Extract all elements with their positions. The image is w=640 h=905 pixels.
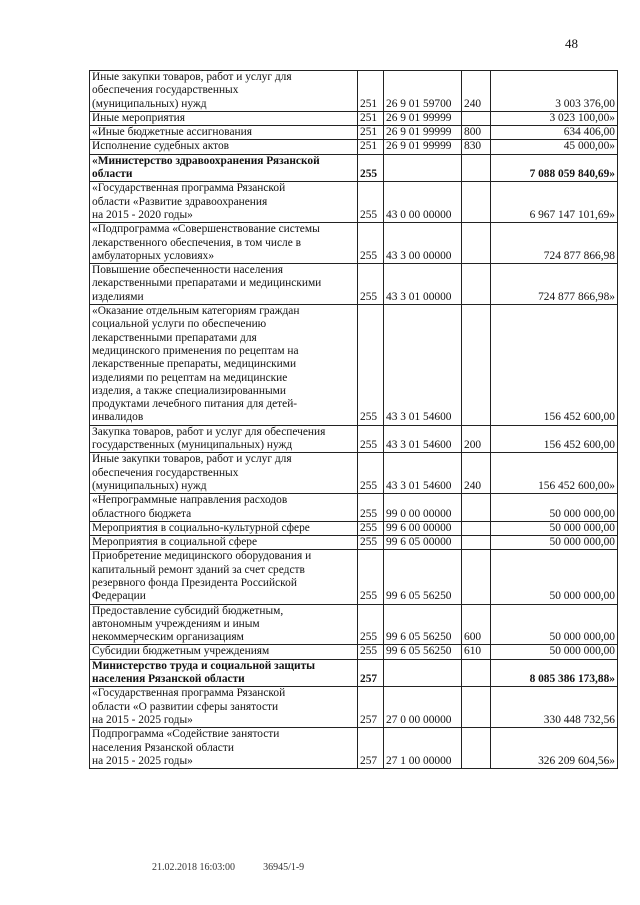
cell-code: 255	[358, 305, 384, 426]
cell-section: 43 3 01 54600	[384, 305, 462, 426]
cell-name-line: медицинского применения по рецептам на	[92, 344, 299, 357]
cell-name	[90, 728, 358, 769]
cell-section: 99 6 05 00000	[384, 536, 462, 550]
cell-name	[90, 140, 358, 154]
cell-name-line: Иные мероприятия	[92, 111, 185, 124]
cell-amount: 634 406,00	[491, 126, 618, 140]
cell-type	[462, 536, 491, 550]
cell-name-line: на 2015 - 2025 годы»	[92, 754, 193, 767]
cell-type	[462, 264, 491, 305]
cell-section: 99 6 05 56250	[384, 604, 462, 645]
cell-amount: 8 085 386 173,88»	[491, 659, 618, 687]
cell-name	[90, 111, 358, 125]
cell-name-line: изделиями по рецептам на медицинские	[92, 371, 288, 384]
cell-name-line: Иные закупки товаров, работ и услуг для	[92, 453, 292, 466]
cell-name-line: социальной услуги по обеспечению	[92, 318, 267, 331]
table-row	[90, 687, 618, 728]
cell-code: 251	[358, 111, 384, 125]
cell-section: 43 0 00 00000	[384, 182, 462, 223]
cell-type	[462, 659, 491, 687]
footer-timestamp: 21.02.2018 16:03:00	[152, 862, 236, 873]
cell-name-line: Мероприятия в социальной сфере	[92, 536, 258, 549]
table-row	[90, 550, 618, 604]
cell-type: 600	[462, 604, 491, 645]
cell-type	[462, 494, 491, 522]
cell-amount: 724 877 866,98	[491, 223, 618, 264]
cell-section: 26 9 01 99999	[384, 140, 462, 154]
cell-name-line: Предоставление субсидий бюджетным,	[92, 604, 284, 617]
cell-name-line: «Оказание отдельным категориям граждан	[92, 305, 300, 318]
cell-name-line: «Подпрограмма «Совершенствование системы	[92, 223, 320, 236]
cell-name-line: (муниципальных) нужд	[92, 97, 207, 110]
cell-name-line: «Министерство здравоохранения Рязанской	[92, 154, 320, 167]
table-row	[90, 604, 618, 645]
cell-code: 255	[358, 645, 384, 659]
cell-amount: 156 452 600,00	[491, 425, 618, 453]
cell-name-line: «Государственная программа Рязанской	[92, 687, 286, 700]
cell-name	[90, 687, 358, 728]
cell-name-line: продуктами лечебного питания для детей-	[92, 398, 298, 411]
cell-name-line: областного бюджета	[92, 507, 192, 520]
table-row	[90, 223, 618, 264]
table-row	[90, 536, 618, 550]
cell-code: 255	[358, 182, 384, 223]
budget-table	[89, 70, 618, 769]
cell-name-line: некоммерческим организациям	[92, 631, 244, 644]
cell-name-line: «Государственная программа Рязанской	[92, 182, 286, 195]
footer-doc-code: 36945/1-9	[263, 862, 305, 873]
cell-code: 255	[358, 494, 384, 522]
cell-amount: 50 000 000,00	[491, 550, 618, 604]
cell-section: 43 3 00 00000	[384, 223, 462, 264]
cell-name	[90, 425, 358, 453]
cell-name-line: Закупка товаров, работ и услуг для обеспечения	[92, 425, 326, 438]
cell-code: 255	[358, 264, 384, 305]
cell-type	[462, 550, 491, 604]
cell-section: 27 0 00 00000	[384, 687, 462, 728]
cell-amount: 156 452 600,00	[491, 305, 618, 426]
cell-section: 26 9 01 99999	[384, 111, 462, 125]
table-row	[90, 728, 618, 769]
cell-name	[90, 550, 358, 604]
cell-name	[90, 71, 358, 112]
cell-name	[90, 521, 358, 535]
cell-name	[90, 223, 358, 264]
cell-code: 257	[358, 687, 384, 728]
cell-name	[90, 305, 358, 426]
cell-name-line: изделиями	[92, 290, 144, 303]
cell-name	[90, 536, 358, 550]
cell-type	[462, 223, 491, 264]
footer	[152, 862, 304, 873]
cell-amount: 3 023 100,00»	[491, 111, 618, 125]
cell-name	[90, 126, 358, 140]
cell-type: 240	[462, 71, 491, 112]
table-row	[90, 111, 618, 125]
cell-name-line: капитальный ремонт зданий за счет средств	[92, 563, 305, 576]
cell-name-line: Повышение обеспеченности населения	[92, 264, 283, 277]
cell-code: 255	[358, 425, 384, 453]
cell-name-line: Приобретение медицинского оборудования и	[92, 550, 312, 563]
cell-section: 99 6 05 56250	[384, 550, 462, 604]
cell-type	[462, 687, 491, 728]
cell-name-line: инвалидов	[92, 411, 144, 424]
cell-section: 26 9 01 99999	[384, 126, 462, 140]
cell-code: 255	[358, 521, 384, 535]
cell-amount: 50 000 000,00	[491, 521, 618, 535]
cell-name-line: резервного фонда Президента Российской	[92, 576, 297, 589]
cell-code: 255	[358, 550, 384, 604]
cell-type	[462, 521, 491, 535]
cell-section: 99 0 00 00000	[384, 494, 462, 522]
budget-table-body	[90, 71, 618, 769]
cell-code: 255	[358, 536, 384, 550]
table-row	[90, 140, 618, 154]
cell-amount: 156 452 600,00»	[491, 453, 618, 494]
cell-name-line: области	[92, 168, 133, 181]
cell-amount: 6 967 147 101,69»	[491, 182, 618, 223]
cell-name-line: «Иные бюджетные ассигнования	[92, 126, 252, 139]
cell-name	[90, 659, 358, 687]
table-row	[90, 154, 618, 182]
table-row	[90, 521, 618, 535]
table-row	[90, 264, 618, 305]
cell-name-line: обеспечения государственных	[92, 84, 239, 97]
table-row	[90, 659, 618, 687]
cell-name-line: «Непрограммные направления расходов	[92, 494, 288, 507]
cell-name-line: Подпрограмма «Содействие занятости	[92, 728, 280, 741]
cell-name	[90, 494, 358, 522]
table-row	[90, 453, 618, 494]
cell-name-line: лекарственными препаратами и медицинскими	[92, 277, 322, 290]
table-row	[90, 305, 618, 426]
cell-code: 255	[358, 154, 384, 182]
cell-amount: 50 000 000,00	[491, 604, 618, 645]
cell-name	[90, 645, 358, 659]
cell-name-line: изделия, а также специализированными	[92, 384, 286, 397]
table-row	[90, 494, 618, 522]
cell-type	[462, 182, 491, 223]
cell-name-line: области «О развитии сферы занятости	[92, 700, 279, 713]
cell-name	[90, 264, 358, 305]
cell-type	[462, 305, 491, 426]
cell-section: 43 3 01 00000	[384, 264, 462, 305]
cell-name-line: Субсидии бюджетным учреждениям	[92, 645, 270, 658]
cell-section: 26 9 01 59700	[384, 71, 462, 112]
cell-name-line: автономным учреждениям и иным	[92, 617, 260, 630]
cell-type	[462, 728, 491, 769]
cell-section: 43 3 01 54600	[384, 453, 462, 494]
cell-name-line: Федерации	[92, 590, 146, 603]
cell-name-line: (муниципальных) нужд	[92, 479, 207, 492]
cell-code: 255	[358, 604, 384, 645]
table-row	[90, 182, 618, 223]
cell-name-line: населения Рязанской области	[92, 741, 234, 754]
cell-type	[462, 111, 491, 125]
cell-name-line: населения Рязанской области	[92, 673, 245, 686]
cell-type: 240	[462, 453, 491, 494]
cell-amount: 50 000 000,00	[491, 645, 618, 659]
cell-name-line: обеспечения государственных	[92, 466, 239, 479]
table-row	[90, 71, 618, 112]
cell-type: 610	[462, 645, 491, 659]
cell-section	[384, 659, 462, 687]
table-row	[90, 425, 618, 453]
cell-name-line: Иные закупки товаров, работ и услуг для	[92, 71, 292, 83]
cell-section: 99 6 05 56250	[384, 645, 462, 659]
cell-name	[90, 154, 358, 182]
table-row	[90, 645, 618, 659]
cell-name-line: на 2015 - 2025 годы»	[92, 713, 193, 726]
cell-amount: 3 003 376,00	[491, 71, 618, 112]
table-row	[90, 126, 618, 140]
cell-type	[462, 154, 491, 182]
cell-code: 255	[358, 453, 384, 494]
cell-name-line: Исполнение судебных актов	[92, 140, 230, 153]
cell-name-line: на 2015 - 2020 годы»	[92, 208, 193, 221]
cell-name-line: лекарственного обеспечения, в том числе в	[92, 236, 302, 249]
cell-amount: 50 000 000,00	[491, 536, 618, 550]
cell-type: 200	[462, 425, 491, 453]
cell-type: 830	[462, 140, 491, 154]
cell-code: 251	[358, 126, 384, 140]
cell-amount: 45 000,00»	[491, 140, 618, 154]
cell-name-line: лекарственными препаратами для	[92, 331, 257, 344]
cell-code: 251	[358, 140, 384, 154]
cell-type: 800	[462, 126, 491, 140]
cell-amount: 330 448 732,56	[491, 687, 618, 728]
cell-name	[90, 453, 358, 494]
page-number: 48	[565, 36, 578, 51]
cell-section: 27 1 00 00000	[384, 728, 462, 769]
cell-amount: 326 209 604,56»	[491, 728, 618, 769]
cell-section	[384, 154, 462, 182]
cell-section: 99 6 00 00000	[384, 521, 462, 535]
cell-name-line: лекарственные препараты, медицинскими	[92, 358, 297, 371]
cell-name-line: амбулаторных условиях»	[92, 249, 215, 262]
cell-name-line: Министерство труда и социальной защиты	[92, 659, 316, 672]
cell-name-line: области «Развитие здравоохранения	[92, 195, 268, 208]
cell-name-line: Мероприятия в социально-культурной сфере	[92, 521, 310, 534]
cell-code: 255	[358, 223, 384, 264]
cell-amount: 50 000 000,00	[491, 494, 618, 522]
cell-section: 43 3 01 54600	[384, 425, 462, 453]
cell-name	[90, 604, 358, 645]
cell-amount: 724 877 866,98»	[491, 264, 618, 305]
cell-name-line: государственных (муниципальных) нужд	[92, 439, 293, 452]
cell-code: 257	[358, 728, 384, 769]
cell-name	[90, 182, 358, 223]
cell-code: 257	[358, 659, 384, 687]
cell-code: 251	[358, 71, 384, 112]
cell-amount: 7 088 059 840,69»	[491, 154, 618, 182]
